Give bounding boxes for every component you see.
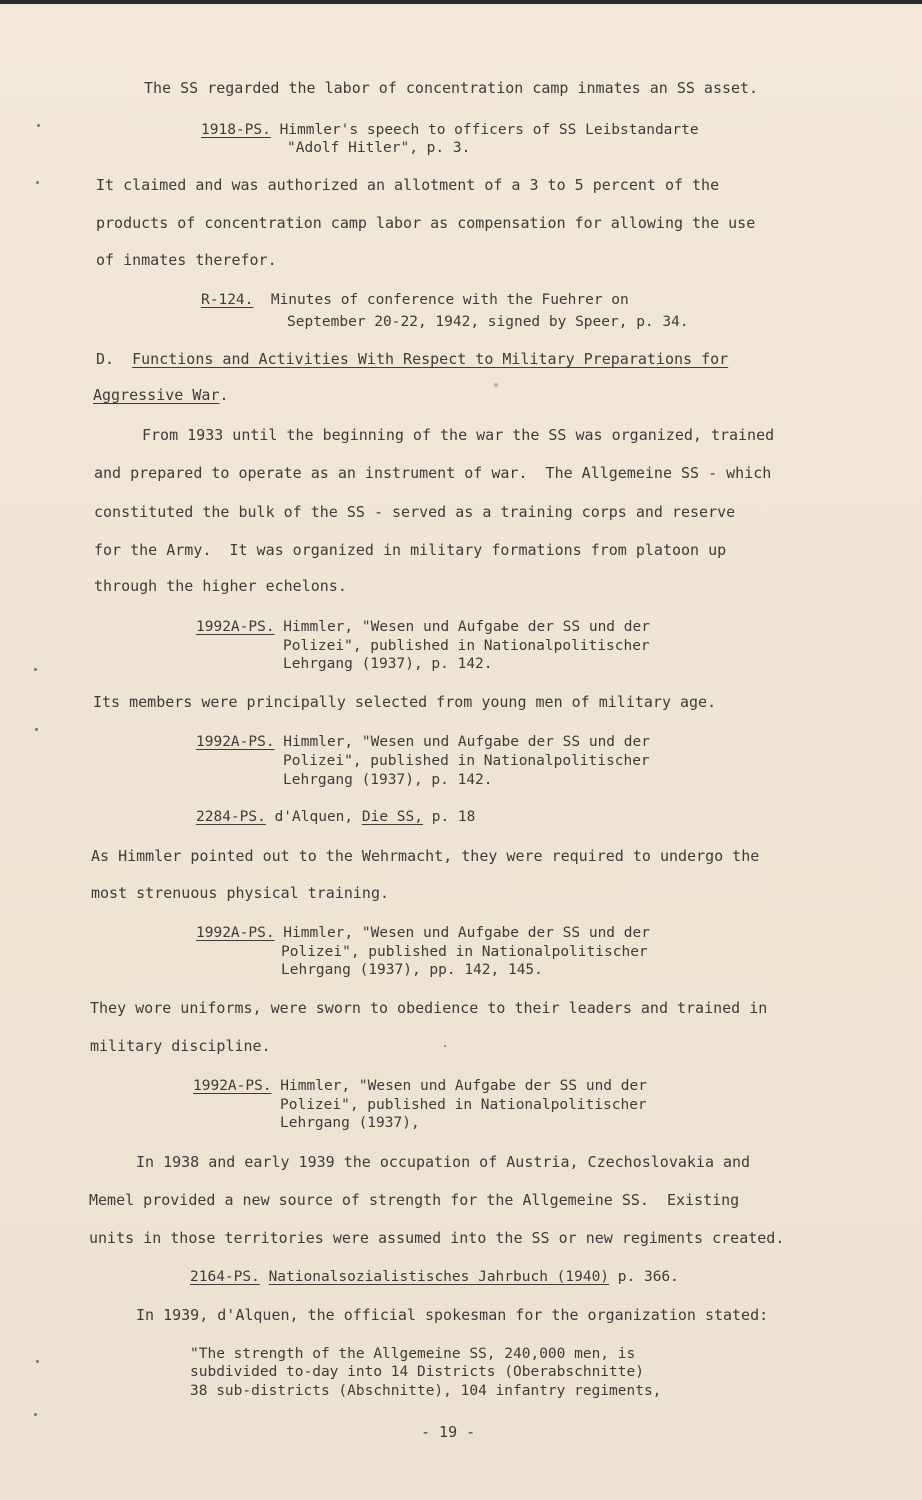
citation-ref: 1918-PS. [201,122,271,138]
scan-speck [444,1045,446,1047]
citation-ref: 1992A-PS. [196,734,275,750]
section-heading [96,350,728,368]
paragraph-line: products of concentration camp labor as compensation for allowing the use [96,214,756,232]
citation-text: Lehrgang (1937), [280,1115,420,1131]
section-heading-line1: Functions and Activities With Respect to Military Preparations for [132,350,729,368]
section-heading-line2: Aggressive War [93,386,220,404]
paragraph-line: most strenuous physical training. [91,884,390,902]
citation-text: Lehrgang (1937), p. 142. [283,656,493,672]
quote-line: 38 sub-districts (Abschnitte), 104 infantry regiments, [190,1383,662,1399]
citation-text: Minutes of conference with the Fuehrer on [253,292,629,308]
citation [190,1268,679,1286]
paragraph-line: and prepared to operate as an instrument of war. The Allgemeine SS - which [94,464,772,482]
citation [196,808,475,826]
citation-text: Polizei", published in Nationalpolitischer [283,638,650,654]
page-number: - 19 - [421,1423,476,1441]
scan-speck [35,728,38,731]
citation [201,291,629,309]
scan-speck [34,1413,37,1416]
scan-speck [34,668,37,671]
paragraph-line: It claimed and was authorized an allotment of a 3 to 5 percent of the [96,176,720,194]
citation [196,924,650,942]
citation-ref: 1992A-PS. [196,925,275,941]
citation-text: "Adolf Hitler", p. 3. [287,140,471,156]
citation [201,121,699,139]
citation-ref: 1992A-PS. [193,1078,272,1094]
citation [196,733,650,751]
citation-ref: 1992A-PS. [196,619,275,635]
citation-text: September 20-22, 1942, signed by Speer, p. 34. [287,314,689,330]
citation-title: Nationalsozialistisches Jahrbuch (1940) [268,1269,610,1285]
citation-text: Himmler, "Wesen und Aufgabe der SS und der [274,734,650,750]
citation-text: Polizei", published in Nationalpolitischer [281,944,648,960]
citation [193,1077,647,1095]
paragraph-line: In 1938 and early 1939 the occupation of Austria, Czechoslovakia and [136,1153,751,1171]
citation-text: Polizei", published in Nationalpolitischer [280,1097,647,1113]
scan-speck [37,124,40,127]
citation-text: d'Alquen, [265,809,362,825]
paragraph-line: From 1933 until the beginning of the war the SS was organized, trained [142,426,775,444]
citation-text: Himmler, "Wesen und Aufgabe der SS und der [274,925,650,941]
paragraph-line: Memel provided a new source of strength for the Allgemeine SS. Existing [89,1191,740,1209]
citation-text: p. 18 [422,809,476,825]
citation-ref: 2164-PS. [190,1269,260,1285]
paragraph-line: of inmates therefor. [96,251,277,269]
scan-speck [494,383,498,387]
paragraph-line: units in those territories were assumed into the SS or new regiments created. [89,1229,785,1247]
citation [196,618,650,636]
paragraph-line: for the Army. It was organized in military formations from platoon up [94,541,727,559]
section-heading-period: . [219,386,229,404]
scan-speck [36,181,39,184]
citation-text: Lehrgang (1937), pp. 142, 145. [281,962,543,978]
citation-text: Himmler, "Wesen und Aufgabe der SS und der [271,1078,647,1094]
paragraph-line: through the higher echelons. [94,577,347,595]
paragraph-line: The SS regarded the labor of concentration camp inmates an SS asset. [144,79,759,97]
citation-text: Himmler's speech to officers of SS Leibstandarte [270,122,699,138]
citation-text: Lehrgang (1937), p. 142. [283,772,493,788]
scan-speck [36,1360,39,1363]
section-heading-prefix: D. [96,350,133,368]
paragraph-line: Its members were principally selected from young men of military age. [93,693,717,711]
quote-line: "The strength of the Allgemeine SS, 240,000 men, is [190,1346,636,1362]
paragraph-line: military discipline. [90,1037,271,1055]
citation-title: Die SS, [361,809,423,825]
scan-top-edge [0,0,922,4]
paragraph-line: constituted the bulk of the SS - served as a training corps and reserve [94,503,736,521]
paragraph-line: They wore uniforms, were sworn to obedience to their leaders and trained in [90,999,768,1017]
citation-text [260,1269,269,1285]
paragraph-line: In 1939, d'Alquen, the official spokesman for the organization stated: [136,1306,769,1324]
citation-text: Himmler, "Wesen und Aufgabe der SS und der [274,619,650,635]
section-heading [93,386,228,404]
citation-text: Polizei", published in Nationalpolitischer [283,753,650,769]
paragraph-line: As Himmler pointed out to the Wehrmacht, they were required to undergo the [91,847,760,865]
citation-ref: 2284-PS. [196,809,266,825]
quote-line: subdivided to-day into 14 Districts (Oberabschnitte) [190,1364,644,1380]
citation-ref: R-124. [201,292,254,308]
citation-text: p. 366. [609,1269,679,1285]
